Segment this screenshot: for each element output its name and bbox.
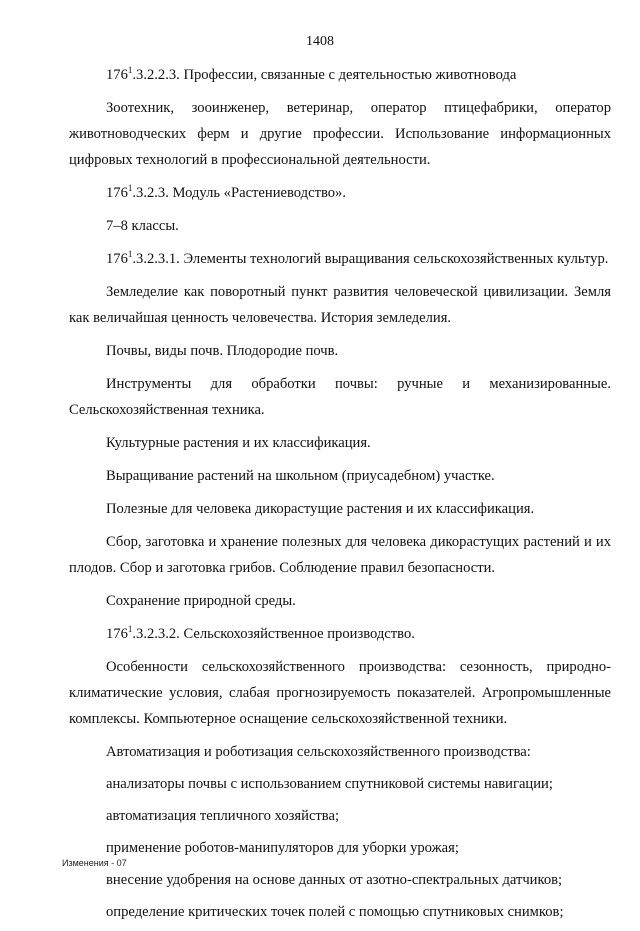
page-number: 1408 bbox=[306, 34, 334, 49]
footer-revision-note: Изменения - 07 bbox=[62, 858, 127, 868]
paragraph-heading-technologies bbox=[69, 246, 611, 272]
paragraph-text: .3.2.3.2. Сельскохозяйственное производство. bbox=[132, 626, 415, 642]
list-item: определение критических точек полей с помощью спутниковых снимков; bbox=[106, 904, 564, 920]
section-number-superscript: 1 bbox=[127, 624, 133, 635]
paragraph: Почвы, виды почв. Плодородие почв. bbox=[106, 343, 339, 359]
paragraph: Зоотехник, зооинженер, ветеринар, оператор птицефабрики, оператор животноводческих ферм и другие профессии. Использование информационных цифровых технологий в профессиональной деятельности. bbox=[69, 100, 611, 168]
paragraph: Культурные растения и их классификация. bbox=[106, 435, 371, 451]
paragraph: Сохранение природной среды. bbox=[106, 593, 296, 609]
list-item: автоматизация тепличного хозяйства; bbox=[106, 808, 340, 824]
paragraph-text: .3.2.2.3. Профессии, связанные с деятельностью животновода bbox=[132, 67, 517, 83]
section-number-prefix: 176 bbox=[106, 251, 128, 267]
paragraph-text: .3.2.3.1. Элементы технологий выращивания сельскохозяйственных культур. bbox=[132, 251, 609, 267]
section-number-prefix: 176 bbox=[106, 67, 128, 83]
paragraph-heading-profession bbox=[69, 62, 611, 88]
paragraph: Инструменты для обработки почвы: ручные и механизированные. Сельскохозяйственная техника. bbox=[69, 376, 611, 418]
section-number-superscript: 1 bbox=[127, 183, 133, 194]
paragraph-heading-production bbox=[69, 621, 611, 647]
paragraph-grades: 7–8 классы. bbox=[106, 218, 179, 234]
section-number-superscript: 1 bbox=[127, 249, 133, 260]
section-number-prefix: 176 bbox=[106, 626, 128, 642]
section-number-prefix: 176 bbox=[106, 185, 128, 201]
list-item: внесение удобрения на основе данных от азотно-спектральных датчиков; bbox=[106, 872, 563, 888]
list-item: применение роботов-манипуляторов для уборки урожая; bbox=[106, 840, 459, 856]
paragraph: Выращивание растений на школьном (приусадебном) участке. bbox=[106, 468, 495, 484]
paragraph: Полезные для человека дикорастущие растения и их классификация. bbox=[106, 501, 535, 517]
paragraph: Автоматизация и роботизация сельскохозяйственного производства: bbox=[106, 744, 531, 760]
list-item: анализаторы почвы c использованием спутниковой системы навигации; bbox=[106, 776, 553, 792]
paragraph-heading-module bbox=[69, 180, 611, 206]
paragraph: Земледелие как поворотный пункт развития человеческой цивилизации. Земля как величайшая ценность человечества. История земледелия. bbox=[69, 284, 611, 326]
paragraph: Сбор, заготовка и хранение полезных для человека дикорастущих растений и их плодов. Сбор и заготовка грибов. Соблюдение правил безопасности. bbox=[69, 534, 611, 576]
section-number-superscript: 1 bbox=[127, 65, 133, 76]
paragraph-text: .3.2.3. Модуль «Растениеводство». bbox=[132, 185, 346, 201]
document-body bbox=[69, 62, 611, 931]
paragraph: Особенности сельскохозяйственного производства: сезонность, природно-климатические условия, слабая прогнозируемость показателей. Агропромышленные комплексы. Компьютерное оснащение сельскохозяйственной техники. bbox=[69, 659, 611, 727]
